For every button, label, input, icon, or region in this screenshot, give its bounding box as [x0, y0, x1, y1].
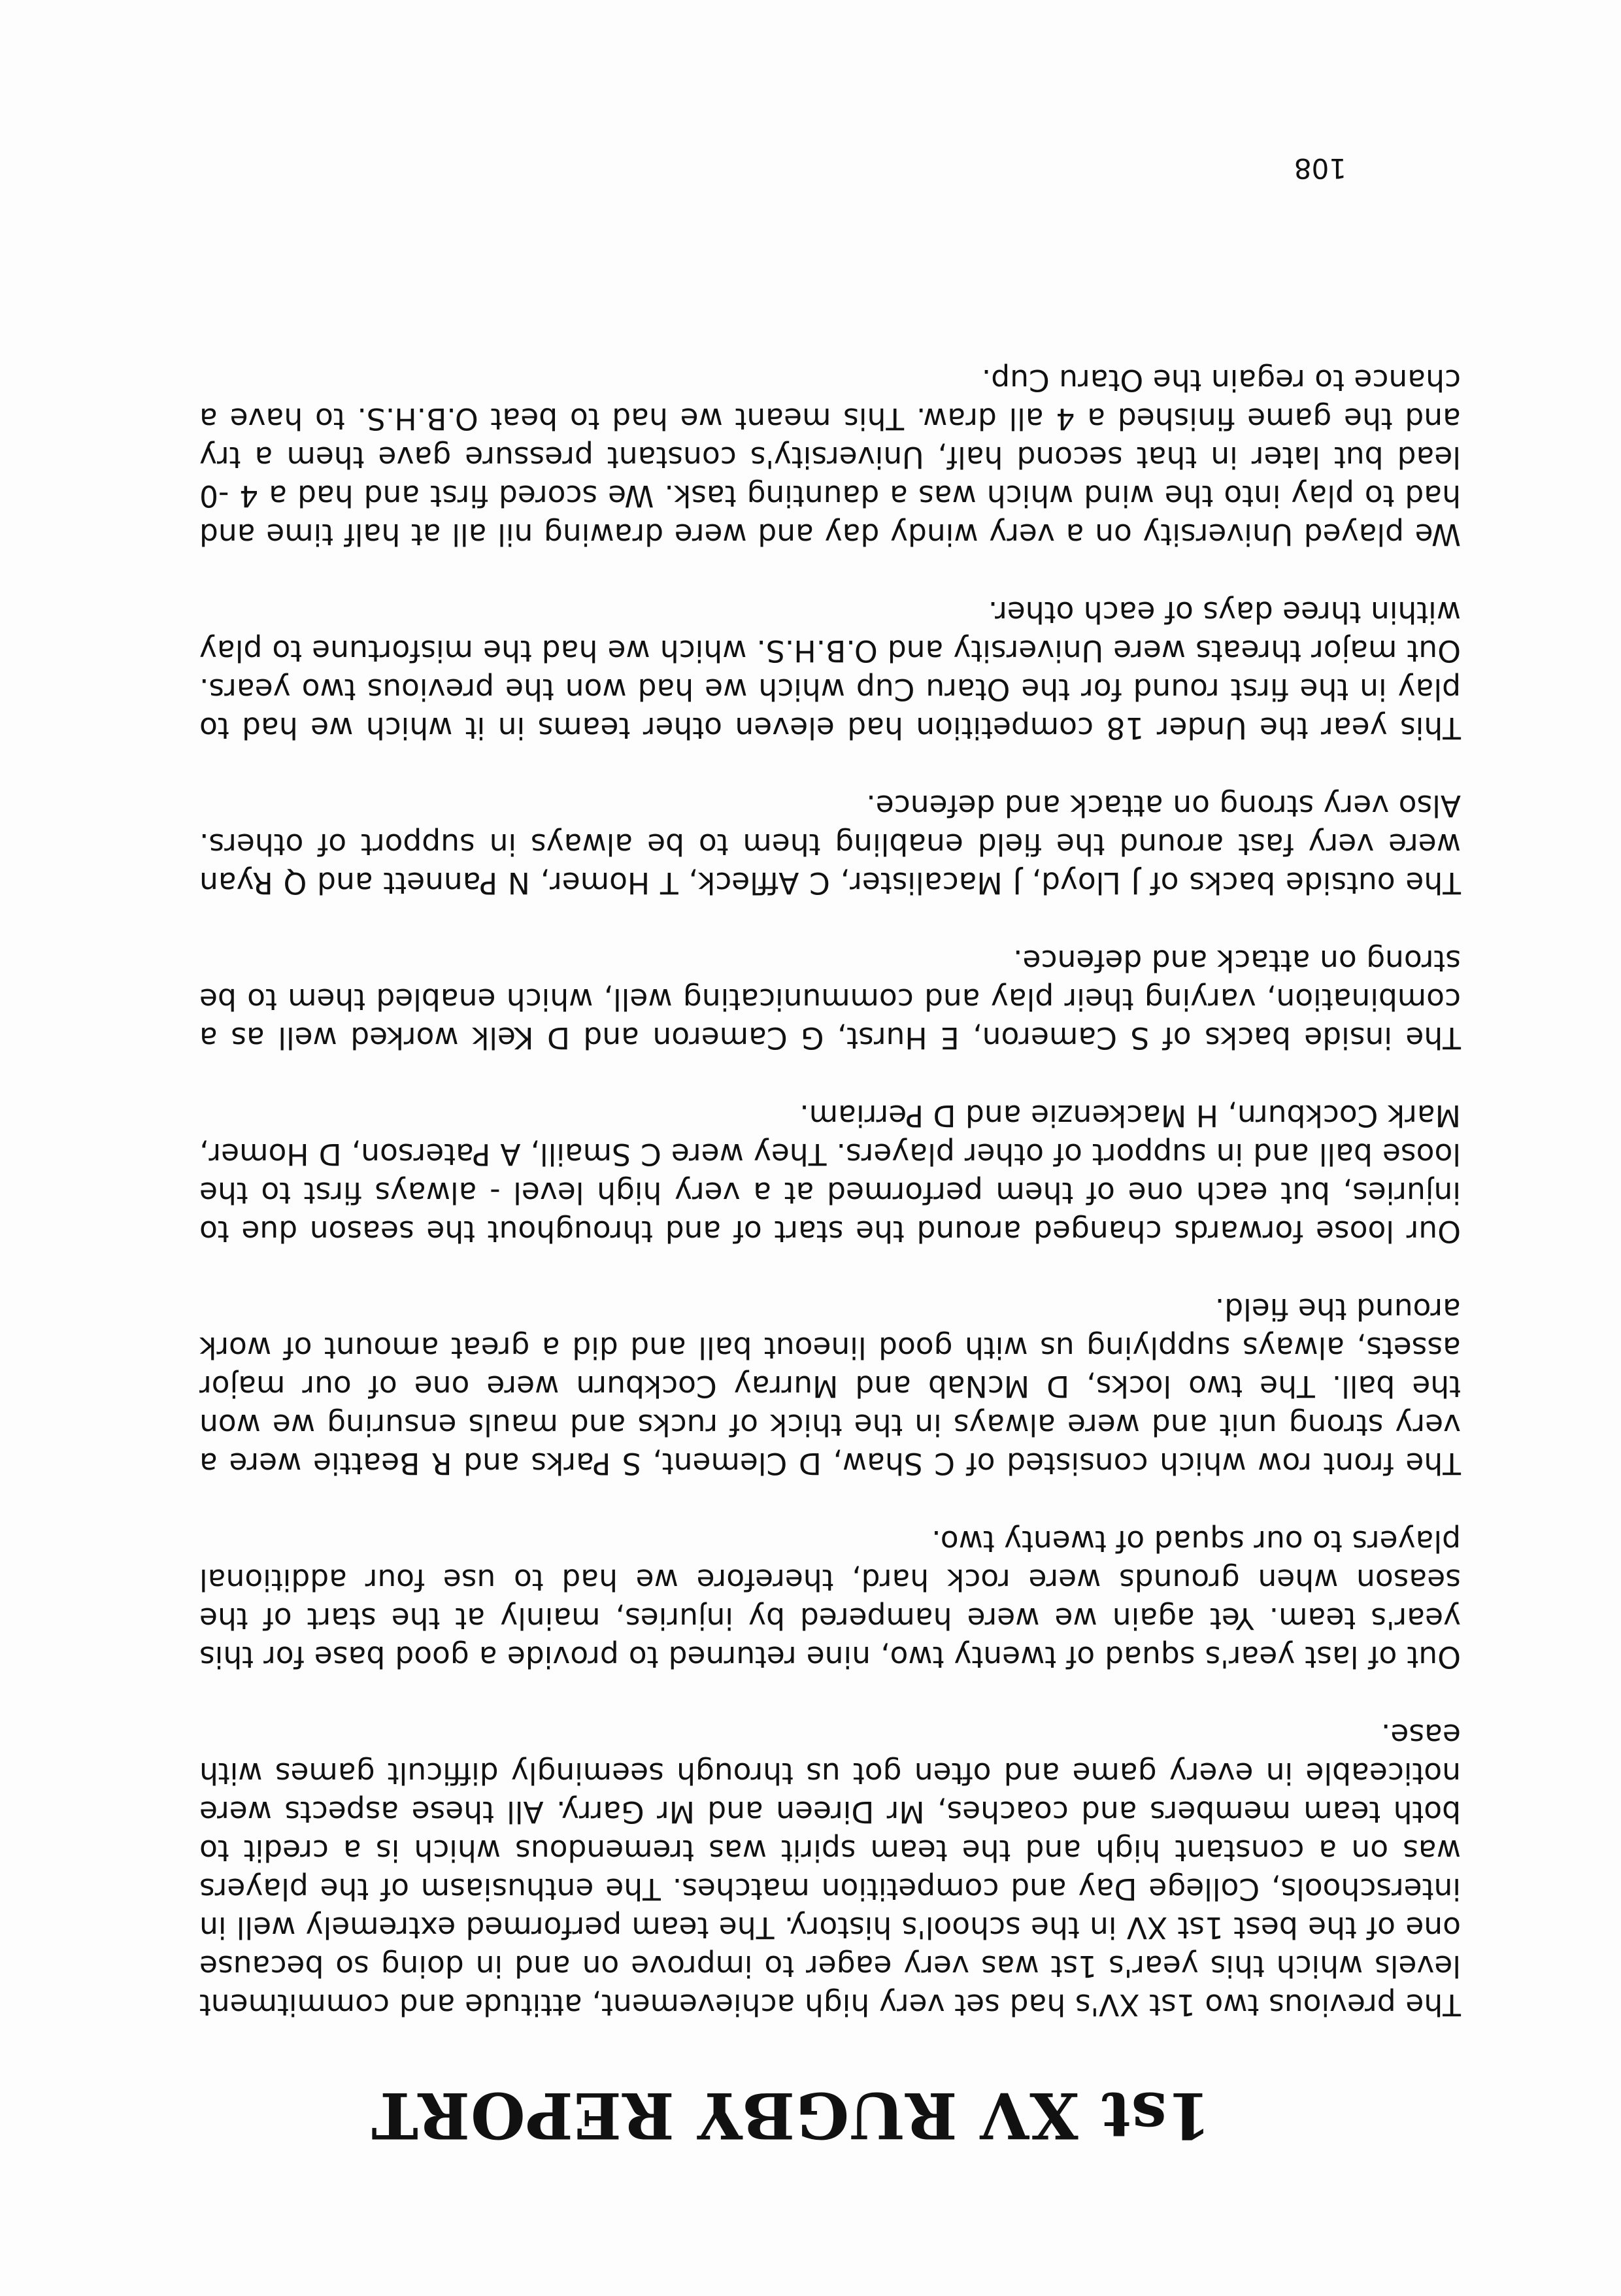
paragraph-outside-backs: The outside backs of J Lloyd, J Macalister, C Affleck, T Homer, N Pannett and Q Ryan were very fast around the field enabling them to be always in support of others. Also very strong on attack and defence. — [199, 788, 1461, 900]
paragraph-squad: Out of last year's squad of twenty two, nine returned to provide a good base for this year's team. Yet again we were hampered by injuries, mainly at the start of the season when grounds were rock hard, therefore we had to use four additional players to our squad of twenty two. — [199, 1524, 1461, 1674]
report-body — [199, 322, 1461, 2151]
page-number: 108 — [1294, 152, 1346, 184]
paragraph-intro: The previous two 1st XV's had set very high achievement, attitude and commitment levels which this year's 1st was very eager to improve on and in doing so because one of the best 1st XV in the school's history. The team performed extremely well in interschools, College Day and competition matches. The enthusiasm of the players was on a constant high and the team spirit was tremendous which is a credit to both team members and coaches, Mr Direen and Mr Garry. All these aspects were noticeable in every game and often got us through seemingly difficult games with ease. — [199, 1717, 1461, 2022]
paragraph-inside-backs: The inside backs of S Cameron, E Hurst, G Cameron and D Kelk worked well as a combination, varying their play and communicating well, which enabled them to be strong on attack and defence. — [199, 943, 1461, 1055]
paragraph-competition: This year the Under 18 competition had eleven other teams in it which we had to play in the first round for the Otaru Cup which we had won the previous two years. Out major threats were University and O.B.H.S. which we had the misfortune to play within three days of each other. — [199, 595, 1461, 745]
paragraph-loose-forwards: Our loose forwards changed around the start of and throughout the season due to injuries, but each one of them performed at a very high level - always first to the loose ball and in support of other players. They were C Smaill, A Paterson, D Homer, Mark Cockburn, H Mackenzie and D Perriam. — [199, 1098, 1461, 1249]
report-title: 1st XV RUGBY REPORT — [371, 2078, 1211, 2152]
paragraph-front-row: The front row which consisted of C Shaw, D Clement, S Parks and R Beattie were a very strong unit and were always in the thick of rucks and mauls ensuring we won the ball. The two locks, D McNab and Murray Cockburn were one of our major assets, always supplying us with good lineout ball and did a great amount of work around the field. — [199, 1292, 1461, 1481]
paragraph-university-match: We played University on a very windy day and were drawing nil all at half time and had to play into the wind which was a daunting task. We scored first and had a 4 -0 lead but later in that second half, University's constant pressure gave them a try and the game finished a 4 all draw. This meant we had to beat O.B.H.S. to have a chance to regain the Otaru Cup. — [199, 363, 1461, 552]
